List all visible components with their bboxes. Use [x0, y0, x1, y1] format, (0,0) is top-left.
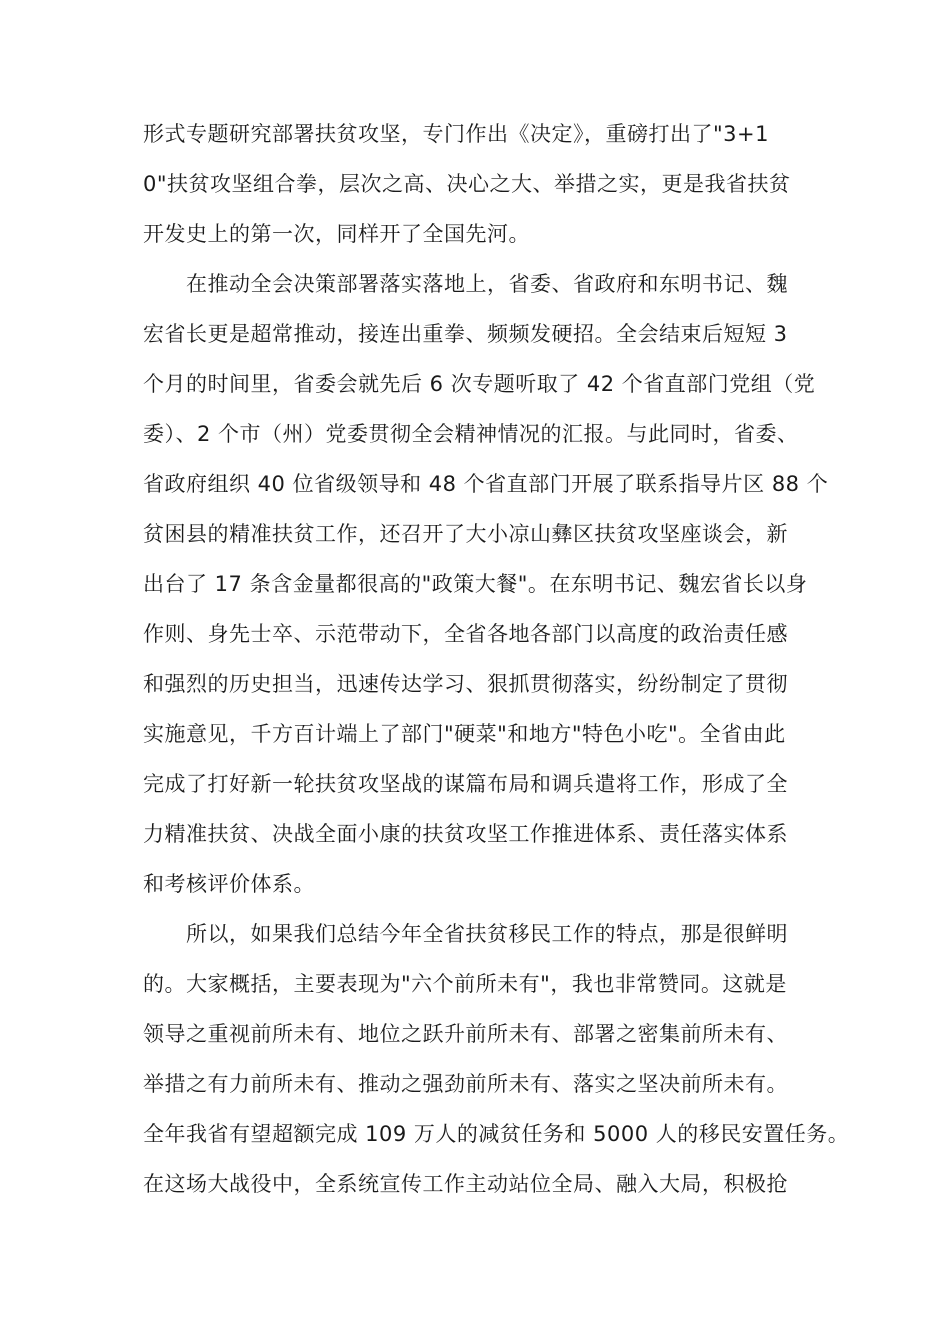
text-line: 实施意见，千方百计端上了部门"硬菜"和地方"特色小吃"。全省由此: [143, 722, 786, 746]
text-line: 在这场大战役中，全系统宣传工作主动站位全局、融入大局，积极抢: [143, 1172, 788, 1196]
text-line: 形式专题研究部署扶贫攻坚，专门作出《决定》，重磅打出了"3+1: [143, 122, 769, 146]
paragraph-first-line: 所以，如果我们总结今年全省扶贫移民工作的特点，那是很鲜明: [186, 922, 788, 946]
text-line: 举措之有力前所未有、推动之强劲前所未有、落实之坚决前所未有。: [143, 1072, 788, 1096]
text-line: 省政府组织 40 位省级领导和 48 个省直部门开展了联系指导片区 88 个: [143, 472, 829, 496]
text-line: 委）、2 个市（州）党委贯彻全会精神情况的汇报。与此同时，省委、: [143, 422, 799, 446]
text-line: 个月的时间里，省委会就先后 6 次专题听取了 42 个省直部门党组（党: [143, 372, 816, 396]
text-line: 0"扶贫攻坚组合拳，层次之高、决心之大、举措之实，更是我省扶贫: [143, 172, 791, 196]
text-line: 作则、身先士卒、示范带动下，全省各地各部门以高度的政治责任感: [143, 622, 788, 646]
text-line: 的。大家概括，主要表现为"六个前所未有"，我也非常赞同。这就是: [143, 972, 787, 996]
text-line: 和考核评价体系。: [143, 872, 315, 896]
text-line: 力精准扶贫、决战全面小康的扶贫攻坚工作推进体系、责任落实体系: [143, 822, 788, 846]
text-line: 宏省长更是超常推动，接连出重拳、频频发硬招。全会结束后短短 3: [143, 322, 788, 346]
text-line: 开发史上的第一次，同样开了全国先河。: [143, 222, 530, 246]
text-line: 领导之重视前所未有、地位之跃升前所未有、部署之密集前所未有、: [143, 1022, 788, 1046]
text-line: 贫困县的精准扶贫工作，还召开了大小凉山彝区扶贫攻坚座谈会，新: [143, 522, 788, 546]
text-line: 完成了打好新一轮扶贫攻坚战的谋篇布局和调兵遣将工作，形成了全: [143, 772, 788, 796]
text-line: 出台了 17 条含金量都很高的"政策大餐"。在东明书记、魏宏省长以身: [143, 572, 808, 596]
text-line: 和强烈的历史担当，迅速传达学习、狠抓贯彻落实，纷纷制定了贯彻: [143, 672, 788, 696]
paragraph-first-line: 在推动全会决策部署落实落地上，省委、省政府和东明书记、魏: [186, 272, 788, 296]
text-line: 全年我省有望超额完成 109 万人的减贫任务和 5000 人的移民安置任务。: [143, 1122, 850, 1146]
